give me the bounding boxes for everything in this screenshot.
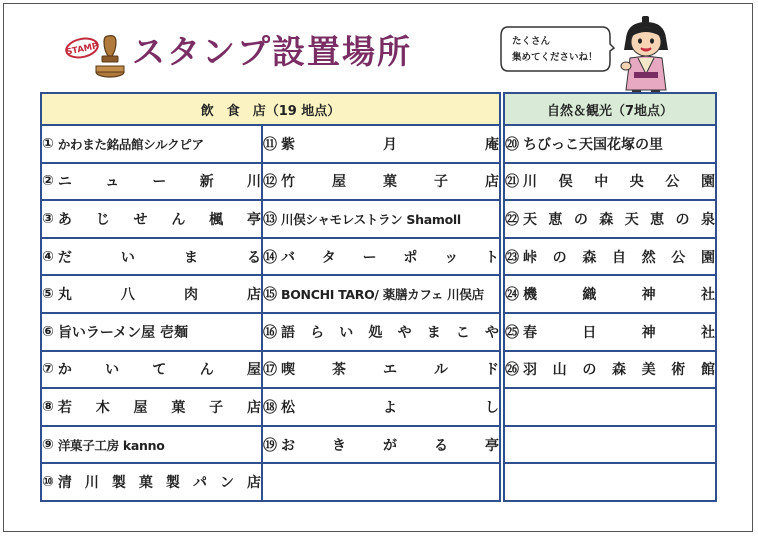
location-name: ニ ュ ー 新 川 — [57, 174, 261, 191]
location-number: ㉕ — [505, 324, 519, 341]
table-row — [41, 163, 716, 201]
location-cell — [504, 275, 716, 313]
location-number: ⑩ — [42, 474, 54, 491]
table-header-row — [41, 93, 716, 125]
table-row — [41, 426, 716, 464]
location-cell — [41, 426, 262, 464]
table-row — [41, 238, 716, 276]
stamp-icon — [64, 32, 126, 80]
bubble-line-1: たくさん — [512, 36, 551, 47]
location-number: ⑤ — [42, 286, 54, 303]
location-cell — [504, 351, 716, 389]
location-number: ㉖ — [505, 362, 519, 379]
location-number: ③ — [42, 210, 54, 227]
location-name: 洋菓子工房 kanno — [57, 437, 165, 453]
location-number: ⑭ — [263, 249, 277, 266]
location-name: 峠 の 森 自 然 公 園 — [523, 249, 715, 266]
location-name: 天 恵 の 森 天 恵 の 泉 — [523, 211, 715, 228]
restaurants-header: 飲 食 店（19 地点） — [41, 93, 500, 125]
location-name: 松 よ し — [281, 399, 499, 416]
location-name: か い て ん 屋 — [57, 362, 261, 379]
location-name: 羽 山 の 森 美 術 館 — [523, 362, 715, 379]
location-cell — [504, 125, 716, 163]
location-number: ㉔ — [505, 287, 519, 304]
location-number: ㉒ — [505, 211, 519, 228]
location-cell — [262, 200, 500, 238]
location-name: あ じ せ ん 楓 亭 — [57, 211, 261, 228]
location-name: だ い ま る — [57, 249, 261, 266]
location-cell — [41, 351, 262, 389]
header — [4, 4, 754, 92]
location-number: ④ — [42, 248, 54, 265]
location-number: ㉓ — [505, 249, 519, 266]
location-cell — [41, 313, 262, 351]
table-row — [41, 388, 716, 426]
stamp-location-table — [40, 92, 717, 502]
location-name: 旨いラーメン屋 壱麺 — [57, 324, 189, 341]
table-row — [41, 275, 716, 313]
location-cell — [504, 200, 716, 238]
table-row — [41, 313, 716, 351]
location-cell — [41, 275, 262, 313]
location-cell — [262, 351, 500, 389]
table-row — [41, 200, 716, 238]
stamp-word: STAMP — [65, 41, 100, 58]
location-number: ① — [42, 135, 54, 152]
location-name: バ タ ー ポ ッ ト — [281, 249, 499, 266]
location-cell — [262, 275, 500, 313]
location-name: 丸 八 肉 店 — [57, 287, 261, 304]
location-cell — [262, 463, 500, 501]
page-title: スタンプ設置場所 — [132, 32, 412, 71]
location-cell — [41, 163, 262, 201]
location-cell — [41, 238, 262, 276]
location-number: ⑳ — [505, 136, 519, 153]
location-cell — [504, 313, 716, 351]
location-name: 紫 月 庵 — [281, 136, 499, 153]
location-cell — [262, 313, 500, 351]
location-cell — [504, 238, 716, 276]
location-cell — [504, 388, 716, 426]
location-cell — [262, 388, 500, 426]
table-row — [41, 125, 716, 163]
table-row — [41, 463, 716, 501]
location-cell — [504, 163, 716, 201]
location-number: ⑮ — [263, 287, 277, 304]
mascot-character — [616, 16, 676, 94]
location-number: ⑪ — [263, 136, 277, 153]
location-number: ② — [42, 173, 54, 190]
location-number: ⑥ — [42, 323, 54, 340]
location-name: 川 俣 中 央 公 園 — [523, 174, 715, 191]
location-cell — [262, 163, 500, 201]
location-cell — [262, 125, 500, 163]
location-number: ⑰ — [263, 362, 277, 379]
location-cell — [41, 463, 262, 501]
location-number: ⑦ — [42, 361, 54, 378]
location-name: ちびっこ天国花塚の里 — [523, 136, 663, 153]
location-number: ⑲ — [263, 437, 277, 454]
location-name: 喫 茶 エ ル ド — [281, 362, 499, 379]
location-number: ⑧ — [42, 398, 54, 415]
location-cell — [504, 426, 716, 464]
location-number: ⑫ — [263, 174, 277, 191]
bubble-text — [512, 34, 612, 66]
location-name: 語 ら い 処 や ま こ や — [281, 324, 499, 341]
location-name: 竹 屋 菓 子 店 — [281, 174, 499, 191]
location-cell — [41, 388, 262, 426]
location-name: 機 織 神 社 — [523, 287, 715, 304]
location-cell — [41, 125, 262, 163]
location-name: かわまた銘品館シルクピア — [57, 136, 204, 152]
table-row — [41, 351, 716, 389]
location-name: BONCHI TARO/ 薬膳カフェ 川俣店 — [281, 287, 484, 303]
bubble-line-2: 集めてくださいね！ — [512, 52, 598, 63]
location-name: 清 川 製 菓 製 パ ン 店 — [57, 475, 261, 492]
nature-sightseeing-header: 自然＆観光（7地点） — [504, 93, 716, 125]
location-cell — [41, 200, 262, 238]
location-name: 若 木 屋 菓 子 店 — [57, 399, 261, 416]
location-number: ㉑ — [505, 174, 519, 191]
location-name: お き が る 亭 — [281, 437, 499, 454]
location-cell — [504, 463, 716, 501]
location-number: ⑬ — [263, 211, 277, 228]
location-cell — [262, 238, 500, 276]
location-name: 川俣シャモレストラン Shamoll — [281, 211, 461, 227]
location-name: 春 日 神 社 — [523, 324, 715, 341]
location-number: ⑱ — [263, 399, 277, 416]
location-number: ⑨ — [42, 436, 54, 453]
location-number: ⑯ — [263, 324, 277, 341]
location-cell — [262, 426, 500, 464]
